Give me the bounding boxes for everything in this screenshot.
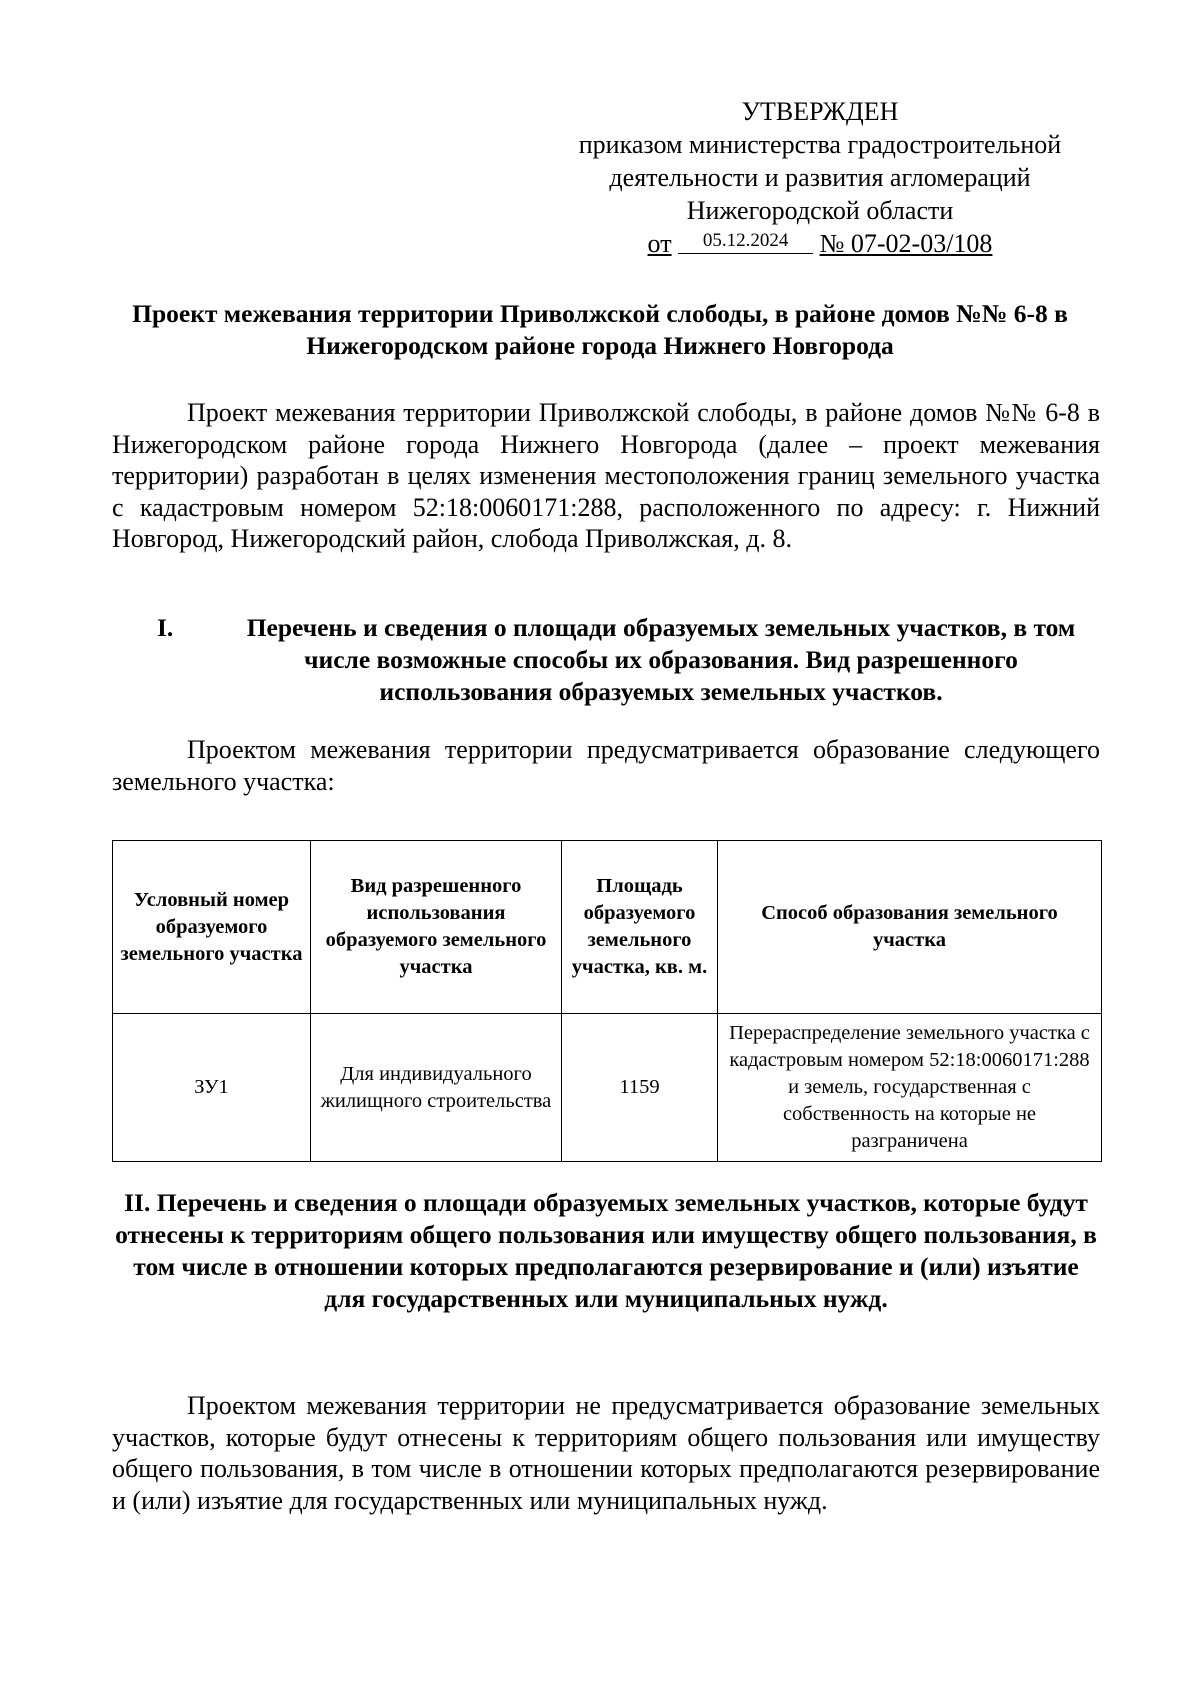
cell-method: Перераспределение земельного участка с кадастровым номером 52:18:0060171:288 и земель, государственная с собственность на которые не разграничена (718, 1014, 1102, 1162)
section-1-paragraph: Проектом межевания территории предусматривается образование следующего земельного участка: (112, 735, 1100, 796)
approval-title: УТВЕРЖДЕН (741, 97, 899, 126)
approval-line-3: Нижегородской области (686, 196, 954, 225)
header-use: Вид разрешенного использования образуемого земельного участка (311, 841, 562, 1014)
cell-area: 1159 (562, 1014, 718, 1162)
approval-line-2: деятельности и развития агломераций (609, 163, 1031, 192)
table-header-row (113, 841, 1102, 1014)
section-1-heading-text: Перечень и сведения о площади образуемых земельных участков, в том числе возможные способы их образования. Вид разрешенного использования образуемых земельных участков. (246, 613, 1076, 706)
table-row (113, 1014, 1102, 1162)
header-id: Условный номер образуемого земельного участка (113, 841, 311, 1014)
approval-date: 05.12.2024 (678, 229, 813, 254)
parcels-table (112, 840, 1102, 1162)
header-method: Способ образования земельного участка (718, 841, 1102, 1014)
approval-number: № 07-02-03/108 (819, 229, 993, 258)
section-2-paragraph: Проектом межевания территории не предусматривается образование земельных участков, которые будут отнесены к территориям общего пользования или имуществу общего пользования, в том числе в отношении которых предполагаются резервирование и (или) изъятие для государственных или муниципальных нужд. (112, 1391, 1100, 1515)
document-title: Проект межевания территории Приволжской слободы, в районе домов №№ 6-8 в Нижегородском районе города Нижнего Новгорода (132, 299, 1068, 360)
approval-date-row (648, 227, 993, 260)
approval-stamp (540, 95, 1100, 260)
approval-ot: от (647, 229, 672, 258)
section-2-heading: II. Перечень и сведения о площади образуемых земельных участков, которые будут отнесены к территориям общего пользования или имуществу общего пользования, в том числе в отношении которых предполагаются резервирование и (или) изъятие для государственных или муниципальных нужд. (115, 1188, 1097, 1313)
cell-id: ЗУ1 (113, 1014, 311, 1162)
header-area: Площадь образуемого земельного участка, кв. м. (562, 841, 718, 1014)
section-1-heading (112, 612, 1100, 708)
approval-line-1: приказом министерства градостроительной (578, 130, 1062, 159)
section-1-numeral: I. (157, 613, 174, 642)
cell-use: Для индивидуального жилищного строительства (311, 1014, 562, 1162)
intro-paragraph: Проект межевания территории Приволжской слободы, в районе домов №№ 6-8 в Нижегородском районе города Нижнего Новгорода (далее – проект межевания территории) разработан в целях изменения местоположения границ земельного участка с кадастровым номером 52:18:0060171:288, расположенного по адресу: г. Нижний Новгород, Нижегородский район, слобода Приволжская, д. 8. (112, 398, 1100, 553)
